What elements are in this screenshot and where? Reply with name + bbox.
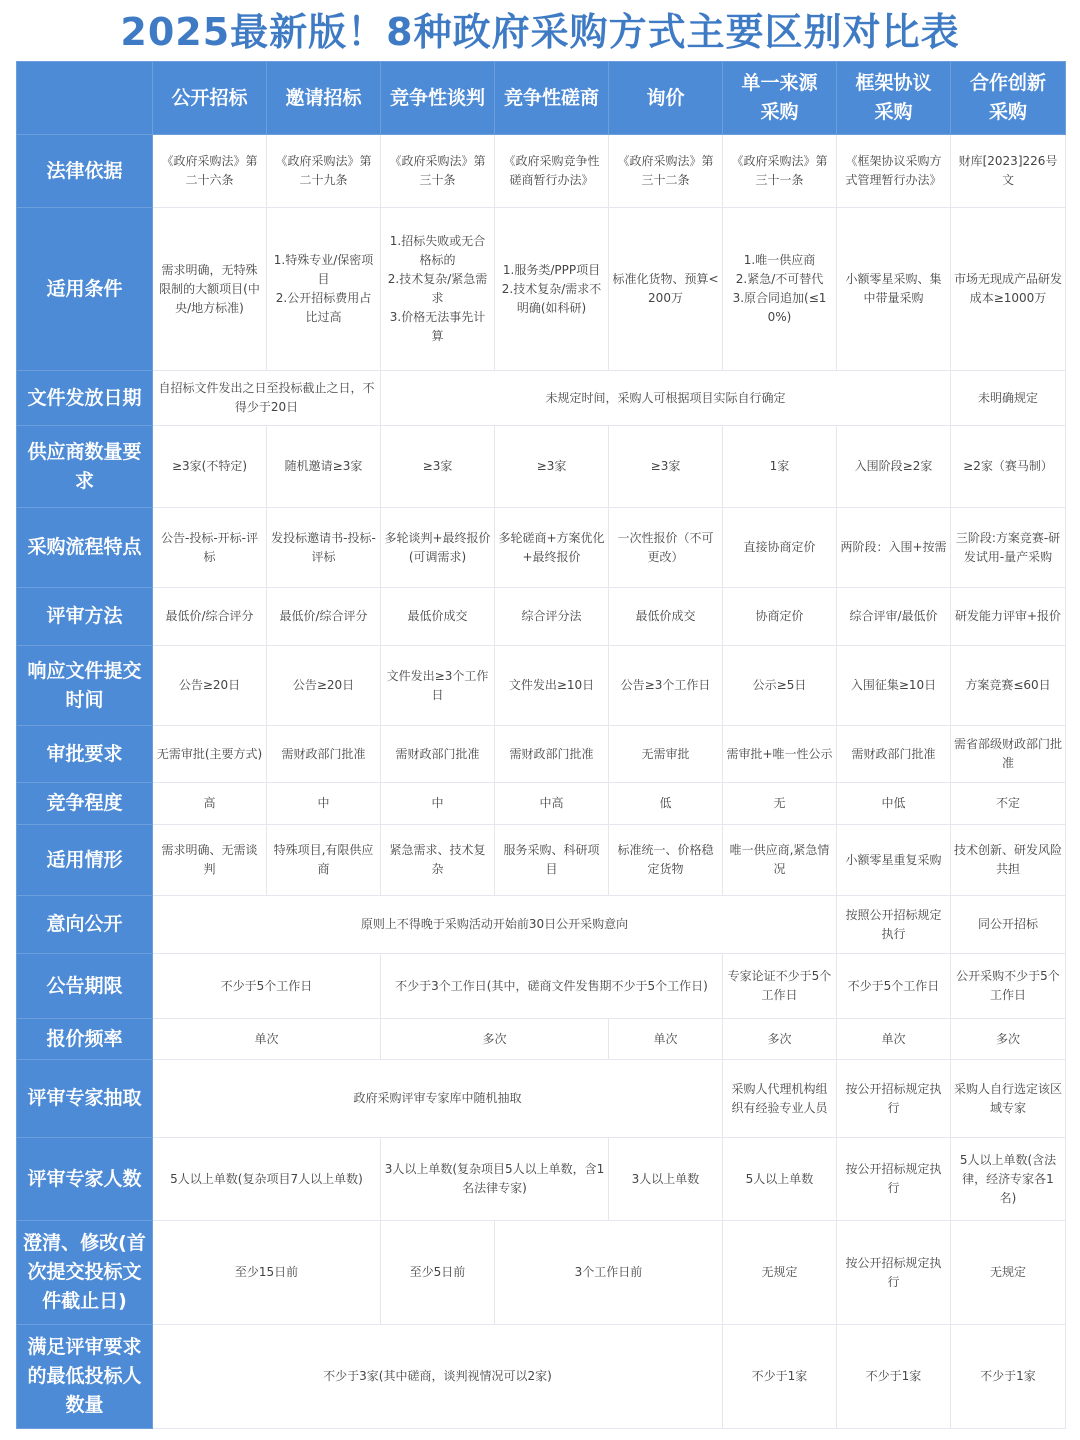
- table-cell: ≥3家(不特定): [153, 426, 267, 508]
- table-cell: ≥3家: [495, 426, 609, 508]
- table-row: [17, 426, 1066, 508]
- table-cell: 《政府采购法》第三十二条: [609, 135, 723, 208]
- table-cell: 中低: [837, 783, 951, 825]
- table-cell: 小额零星重复采购: [837, 825, 951, 896]
- table-header-row: [17, 62, 1066, 135]
- table-cell: 随机邀请≥3家: [267, 426, 381, 508]
- table-cell: 需求明确、无需谈判: [153, 825, 267, 896]
- column-header: 邀请招标: [267, 62, 381, 135]
- table-cell: 同公开招标: [951, 896, 1066, 954]
- table-row: [17, 825, 1066, 896]
- row-label: 适用情形: [17, 825, 153, 896]
- table-cell: 服务采购、科研项目: [495, 825, 609, 896]
- row-label: 公告期限: [17, 954, 153, 1019]
- row-label: 满足评审要求的最低投标人数量: [17, 1325, 153, 1429]
- table-row: [17, 1325, 1066, 1429]
- table-cell: 单次: [153, 1019, 381, 1060]
- table-cell: 公告-投标-开标-评标: [153, 508, 267, 588]
- column-header: 合作创新 采购: [951, 62, 1066, 135]
- table-cell: 公示≥5日: [723, 646, 837, 726]
- table-cell: 按公开招标规定执行: [837, 1221, 951, 1325]
- table-cell: 入围阶段≥2家: [837, 426, 951, 508]
- table-cell: 《框架协议采购方式管理暂行办法》: [837, 135, 951, 208]
- table-cell: 至少15日前: [153, 1221, 381, 1325]
- table-cell: 1.特殊专业/保密项目 2.公开招标费用占比过高: [267, 208, 381, 371]
- column-header: 竞争性磋商: [495, 62, 609, 135]
- column-header: 竞争性谈判: [381, 62, 495, 135]
- table-cell: 无规定: [951, 1221, 1066, 1325]
- table-cell: 多次: [951, 1019, 1066, 1060]
- table-cell: 不少于1家: [951, 1325, 1066, 1429]
- table-row: [17, 726, 1066, 783]
- row-label: 适用条件: [17, 208, 153, 371]
- row-label: 供应商数量要求: [17, 426, 153, 508]
- table-cell: 未明确规定: [951, 371, 1066, 426]
- table-row: [17, 646, 1066, 726]
- table-cell: 按照公开招标规定执行: [837, 896, 951, 954]
- row-label: 审批要求: [17, 726, 153, 783]
- table-cell: 无规定: [723, 1221, 837, 1325]
- table-cell: 市场无现成产品研发成本≥1000万: [951, 208, 1066, 371]
- table-cell: 政府采购评审专家库中随机抽取: [153, 1060, 723, 1138]
- table-cell: 不少于1家: [723, 1325, 837, 1429]
- table-cell: 发投标邀请书-投标-评标: [267, 508, 381, 588]
- table-cell: 最低价/综合评分: [153, 588, 267, 646]
- table-cell: 不少于3个工作日(其中，磋商文件发售期不少于5个工作日): [381, 954, 723, 1019]
- row-label: 评审专家抽取: [17, 1060, 153, 1138]
- table-cell: 采购人自行选定该区域专家: [951, 1060, 1066, 1138]
- column-header: 询价: [609, 62, 723, 135]
- table-cell: 研发能力评审+报价: [951, 588, 1066, 646]
- table-cell: 需求明确，无特殊限制的大额项目(中央/地方标准): [153, 208, 267, 371]
- table-row: [17, 783, 1066, 825]
- table-row: [17, 508, 1066, 588]
- table-cell: 需财政部门批准: [381, 726, 495, 783]
- table-cell: 原则上不得晚于采购活动开始前30日公开采购意向: [153, 896, 837, 954]
- table-cell: 低: [609, 783, 723, 825]
- table-cell: 不少于1家: [837, 1325, 951, 1429]
- table-cell: 最低价成交: [381, 588, 495, 646]
- table-cell: 无需审批: [609, 726, 723, 783]
- table-cell: 不少于3家(其中磋商，谈判视情况可以2家): [153, 1325, 723, 1429]
- table-cell: 需审批+唯一性公示: [723, 726, 837, 783]
- column-header: 单一来源 采购: [723, 62, 837, 135]
- row-label: 报价频率: [17, 1019, 153, 1060]
- table-cell: 多次: [381, 1019, 609, 1060]
- table-cell: 三阶段:方案竞赛-研发试用-量产采购: [951, 508, 1066, 588]
- table-cell: 高: [153, 783, 267, 825]
- table-cell: 技术创新、研发风险共担: [951, 825, 1066, 896]
- table-cell: 未规定时间，采购人可根据项目实际自行确定: [381, 371, 951, 426]
- table-row: [17, 588, 1066, 646]
- table-cell: 《政府采购法》第二十六条: [153, 135, 267, 208]
- table-cell: 《政府采购法》第三十条: [381, 135, 495, 208]
- table-cell: 3人以上单数: [609, 1138, 723, 1221]
- table-cell: 5人以上单数(复杂项目7人以上单数): [153, 1138, 381, 1221]
- table-cell: 3人以上单数(复杂项目5人以上单数，含1名法律专家): [381, 1138, 609, 1221]
- row-label: 采购流程特点: [17, 508, 153, 588]
- row-label: 意向公开: [17, 896, 153, 954]
- table-cell: 《政府采购法》第二十九条: [267, 135, 381, 208]
- table-cell: 最低价成交: [609, 588, 723, 646]
- table-cell: 公开采购不少于5个工作日: [951, 954, 1066, 1019]
- table-cell: 至少5日前: [381, 1221, 495, 1325]
- table-cell: 中: [267, 783, 381, 825]
- row-label: 评审方法: [17, 588, 153, 646]
- table-cell: 3个工作日前: [495, 1221, 723, 1325]
- table-cell: 1.招标失败或无合格标的 2.技术复杂/紧急需求 3.价格无法事先计算: [381, 208, 495, 371]
- table-cell: 一次性报价（不可更改）: [609, 508, 723, 588]
- table-cell: 1.服务类/PPP项目 2.技术复杂/需求不明确(如科研): [495, 208, 609, 371]
- table-row: [17, 1221, 1066, 1325]
- table-cell: 两阶段：入围+按需: [837, 508, 951, 588]
- table-cell: 按公开招标规定执行: [837, 1060, 951, 1138]
- row-label: 法律依据: [17, 135, 153, 208]
- table-cell: 直接协商定价: [723, 508, 837, 588]
- table-cell: ≥2家（赛马制）: [951, 426, 1066, 508]
- row-label: 文件发放日期: [17, 371, 153, 426]
- table-cell: 需财政部门批准: [267, 726, 381, 783]
- column-header: 框架协议 采购: [837, 62, 951, 135]
- table-cell: 单次: [609, 1019, 723, 1060]
- table-cell: 按公开招标规定执行: [837, 1138, 951, 1221]
- table-cell: 小额零星采购、集中带量采购: [837, 208, 951, 371]
- table-row: [17, 1060, 1066, 1138]
- table-cell: 唯一供应商,紧急情况: [723, 825, 837, 896]
- table-cell: 文件发出≥10日: [495, 646, 609, 726]
- table-row: [17, 896, 1066, 954]
- table-cell: ≥3家: [609, 426, 723, 508]
- table-cell: 需财政部门批准: [837, 726, 951, 783]
- table-cell: 需财政部门批准: [495, 726, 609, 783]
- table-cell: 公告≥20日: [153, 646, 267, 726]
- table-cell: 财库[2023]226号文: [951, 135, 1066, 208]
- table-cell: 专家论证不少于5个工作日: [723, 954, 837, 1019]
- table-cell: 1家: [723, 426, 837, 508]
- table-cell: 《政府采购法》第三十一条: [723, 135, 837, 208]
- table-cell: 中高: [495, 783, 609, 825]
- table-row: [17, 208, 1066, 371]
- table-cell: 5人以上单数(含法律，经济专家各1名): [951, 1138, 1066, 1221]
- comparison-table: [16, 61, 1066, 1429]
- table-cell: 采购人代理机构组织有经验专业人员: [723, 1060, 837, 1138]
- table-cell: ≥3家: [381, 426, 495, 508]
- table-cell: 单次: [837, 1019, 951, 1060]
- table-cell: 自招标文件发出之日至投标截止之日，不得少于20日: [153, 371, 381, 426]
- column-header: 公开招标: [153, 62, 267, 135]
- table-cell: 特殊项目,有限供应商: [267, 825, 381, 896]
- table-cell: 《政府采购竞争性磋商暂行办法》: [495, 135, 609, 208]
- table-cell: 综合评分法: [495, 588, 609, 646]
- table-row: [17, 135, 1066, 208]
- table-cell: 5人以上单数: [723, 1138, 837, 1221]
- header-corner-cell: [17, 62, 153, 135]
- table-cell: 公告≥20日: [267, 646, 381, 726]
- row-label: 竞争程度: [17, 783, 153, 825]
- table-cell: 多轮谈判+最终报价 (可调需求): [381, 508, 495, 588]
- table-row: [17, 1138, 1066, 1221]
- page-title: 2025最新版！8种政府采购方式主要区别对比表: [120, 10, 960, 54]
- table-cell: 需省部级财政部门批准: [951, 726, 1066, 783]
- table-cell: 综合评审/最低价: [837, 588, 951, 646]
- table-row: [17, 371, 1066, 426]
- table-cell: 多次: [723, 1019, 837, 1060]
- table-cell: 标准统一、价格稳定货物: [609, 825, 723, 896]
- row-label: 评审专家人数: [17, 1138, 153, 1221]
- table-cell: 方案竞赛≤60日: [951, 646, 1066, 726]
- table-cell: 入围征集≥10日: [837, 646, 951, 726]
- table-cell: 无: [723, 783, 837, 825]
- table-cell: 协商定价: [723, 588, 837, 646]
- table-cell: 最低价/综合评分: [267, 588, 381, 646]
- row-label: 澄清、修改(首次提交投标文件截止日): [17, 1221, 153, 1325]
- table-cell: 不定: [951, 783, 1066, 825]
- table-cell: 文件发出≥3个工作日: [381, 646, 495, 726]
- table-cell: 不少于5个工作日: [153, 954, 381, 1019]
- table-row: [17, 954, 1066, 1019]
- table-cell: 1.唯一供应商 2.紧急/不可替代 3.原合同追加(≤10%): [723, 208, 837, 371]
- table-cell: 标准化货物、预算<200万: [609, 208, 723, 371]
- table-cell: 多轮磋商+方案优化+最终报价: [495, 508, 609, 588]
- table-cell: 不少于5个工作日: [837, 954, 951, 1019]
- table-cell: 中: [381, 783, 495, 825]
- table-row: [17, 1019, 1066, 1060]
- table-cell: 无需审批(主要方式): [153, 726, 267, 783]
- table-cell: 紧急需求、技术复杂: [381, 825, 495, 896]
- row-label: 响应文件提交时间: [17, 646, 153, 726]
- table-cell: 公告≥3个工作日: [609, 646, 723, 726]
